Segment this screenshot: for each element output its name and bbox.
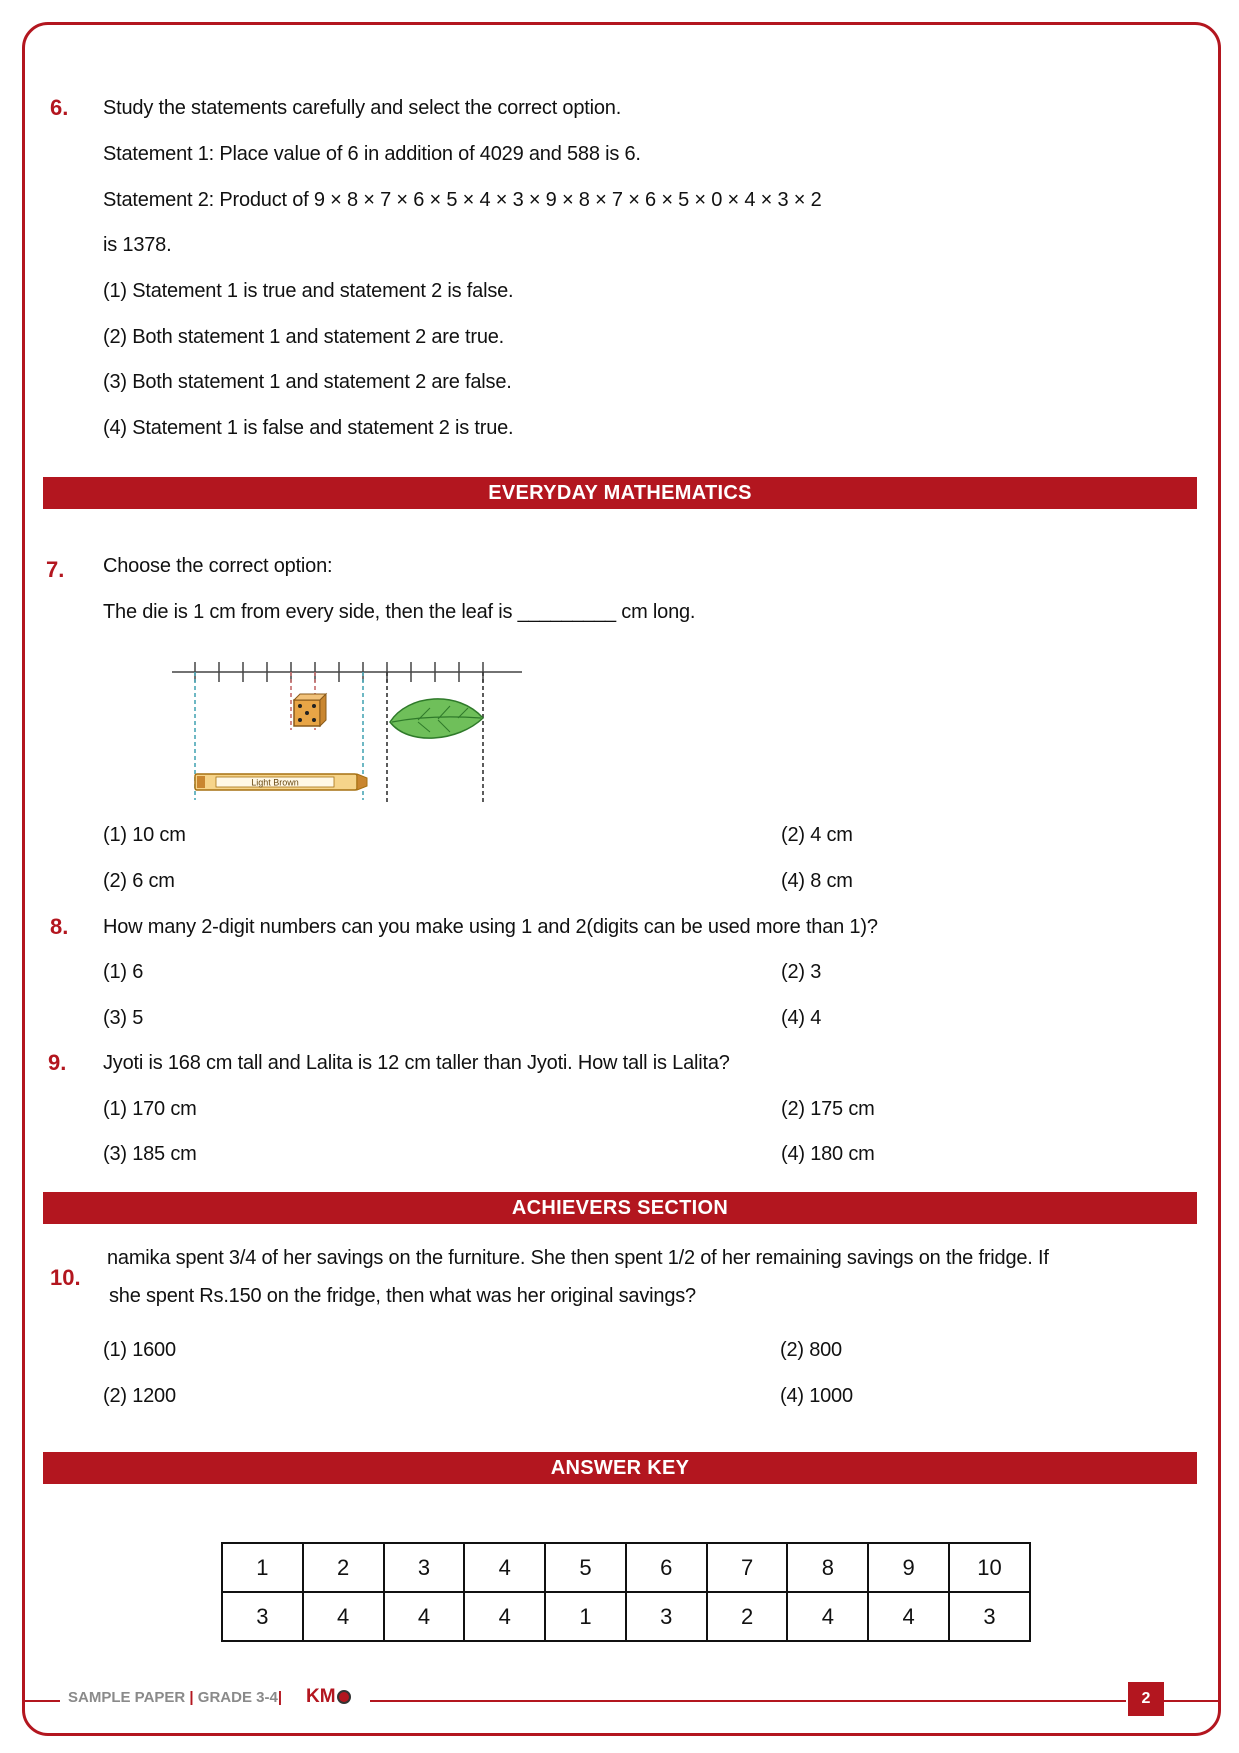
answer-key-answer-cell: 4 <box>464 1592 545 1641</box>
question-10-line-1: namika spent 3/4 of her savings on the furniture. She then spent 1/2 of her remaining savings on the fridge. If <box>107 1247 1049 1269</box>
answer-key-question-cell: 2 <box>303 1543 384 1592</box>
question-9-option-3[interactable]: (3) 185 cm <box>103 1143 197 1165</box>
answer-key-question-cell: 4 <box>464 1543 545 1592</box>
question-6-prompt: Study the statements carefully and select the correct option. <box>103 97 622 119</box>
question-9-option-4[interactable]: (4) 180 cm <box>781 1143 875 1165</box>
question-9-number: 9. <box>48 1050 67 1075</box>
answer-key-question-cell: 1 <box>222 1543 303 1592</box>
question-6-option-4[interactable]: (4) Statement 1 is false and statement 2 is true. <box>103 417 514 439</box>
question-10-option-4[interactable]: (4) 1000 <box>780 1385 853 1407</box>
section-banner-achievers: ACHIEVERS SECTION <box>43 1192 1197 1224</box>
question-10-number: 10. <box>50 1265 81 1290</box>
answer-key-answer-cell: 4 <box>868 1592 949 1641</box>
question-6-statement-2: Statement 2: Product of 9 × 8 × 7 × 6 × 5 × 4 × 3 × 9 × 8 × 7 × 6 × 5 × 0 × 4 × 3 × 2 <box>103 189 822 211</box>
question-7-prompt: Choose the correct option: <box>103 555 333 577</box>
page-number: 2 <box>1128 1682 1164 1716</box>
question-8-number: 8. <box>50 914 69 939</box>
answer-key-answer-cell: 4 <box>384 1592 465 1641</box>
crayon-icon <box>195 774 367 790</box>
question-7-option-1[interactable]: (1) 10 cm <box>103 824 186 846</box>
answer-key-question-cell: 10 <box>949 1543 1030 1592</box>
question-6-option-2[interactable]: (2) Both statement 1 and statement 2 are true. <box>103 326 505 348</box>
answer-key-answer-cell: 3 <box>222 1592 303 1641</box>
kmo-logo <box>306 1686 351 1708</box>
question-9-option-2[interactable]: (2) 175 cm <box>781 1098 875 1120</box>
question-7-option-3[interactable]: (2) 6 cm <box>103 870 175 892</box>
answer-key-table <box>221 1542 1031 1642</box>
answer-key-question-cell: 7 <box>707 1543 788 1592</box>
question-10-option-1[interactable]: (1) 1600 <box>103 1339 176 1361</box>
question-6-option-3[interactable]: (3) Both statement 1 and statement 2 are false. <box>103 371 512 393</box>
section-banner-everyday: EVERYDAY MATHEMATICS <box>43 477 1197 509</box>
answer-key-answer-row <box>222 1592 1030 1641</box>
question-10-option-3[interactable]: (2) 1200 <box>103 1385 176 1407</box>
footer-separator: | <box>277 1689 283 1706</box>
ruler-die-leaf-figure <box>168 650 528 810</box>
question-7-question: The die is 1 cm from every side, then the leaf is _________ cm long. <box>103 601 696 623</box>
answer-key-question-row <box>222 1543 1030 1592</box>
answer-key-answer-cell: 4 <box>787 1592 868 1641</box>
answer-key-answer-cell: 3 <box>626 1592 707 1641</box>
answer-key-question-cell: 8 <box>787 1543 868 1592</box>
question-8-option-1[interactable]: (1) 6 <box>103 961 144 983</box>
answer-key-answer-cell: 2 <box>707 1592 788 1641</box>
section-banner-answer-key: ANSWER KEY <box>43 1452 1197 1484</box>
question-6-statement-2-cont: is 1378. <box>103 234 172 256</box>
question-8-option-3[interactable]: (3) 5 <box>103 1007 144 1029</box>
question-9-question: Jyoti is 168 cm tall and Lalita is 12 cm taller than Jyoti. How tall is Lalita? <box>103 1052 730 1074</box>
answer-key-question-cell: 9 <box>868 1543 949 1592</box>
crayon-label: Light Brown <box>251 777 299 788</box>
footer-grade-label: GRADE 3-4 <box>197 1689 278 1706</box>
leaf-icon <box>390 699 483 738</box>
die-icon <box>294 694 326 726</box>
footer-rule-end <box>1164 1700 1220 1702</box>
answer-key-answer-cell: 1 <box>545 1592 626 1641</box>
kmo-logo-text: KM <box>306 1686 336 1707</box>
question-10-line-2: she spent Rs.150 on the fridge, then what was her original savings? <box>109 1285 696 1307</box>
footer-rule-right <box>370 1700 1126 1702</box>
answer-key-answer-cell: 4 <box>303 1592 384 1641</box>
question-7-number: 7. <box>46 557 65 582</box>
question-6-number: 6. <box>50 95 69 120</box>
question-10-option-2[interactable]: (2) 800 <box>780 1339 842 1361</box>
globe-icon <box>337 1690 351 1704</box>
answer-key-question-cell: 6 <box>626 1543 707 1592</box>
question-8-option-4[interactable]: (4) 4 <box>781 1007 822 1029</box>
answer-key-question-cell: 3 <box>384 1543 465 1592</box>
question-6-statement-1: Statement 1: Place value of 6 in addition of 4029 and 588 is 6. <box>103 143 641 165</box>
answer-key-question-cell: 5 <box>545 1543 626 1592</box>
ruler <box>172 662 522 682</box>
question-8-option-2[interactable]: (2) 3 <box>781 961 822 983</box>
footer-paper-label: SAMPLE PAPER <box>68 1689 186 1706</box>
footer-separator: | <box>189 1689 194 1706</box>
footer-rule-left <box>24 1700 60 1702</box>
question-8-question: How many 2-digit numbers can you make using 1 and 2(digits can be used more than 1)? <box>103 916 878 938</box>
footer-paper-info <box>68 1689 282 1706</box>
answer-key-answer-cell: 3 <box>949 1592 1030 1641</box>
question-7-option-4[interactable]: (4) 8 cm <box>781 870 853 892</box>
question-9-option-1[interactable]: (1) 170 cm <box>103 1098 197 1120</box>
question-6-option-1[interactable]: (1) Statement 1 is true and statement 2 is false. <box>103 280 514 302</box>
question-7-option-2[interactable]: (2) 4 cm <box>781 824 853 846</box>
